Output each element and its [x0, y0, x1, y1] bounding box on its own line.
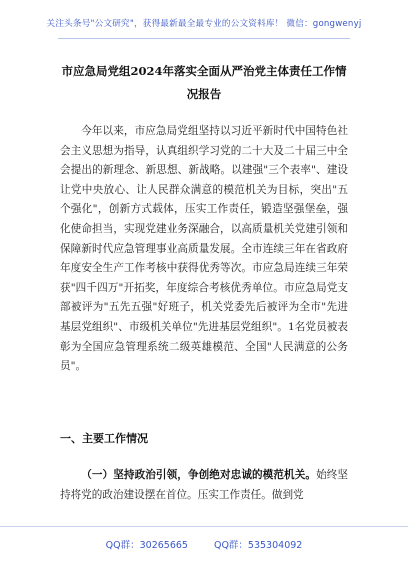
- subsection-heading: （一）坚持政治引领，争创绝对忠诚的模范机关。: [81, 469, 317, 481]
- footer-qq-group-2: QQ群：535304092: [213, 540, 303, 551]
- section-heading: 一、主要工作情况: [60, 432, 148, 445]
- section-paragraph: [60, 466, 348, 505]
- header-divider: [58, 38, 350, 39]
- header-banner: [0, 0, 408, 46]
- header-banner-text: 关注头条号"公文研究"，获得最新最全最专业的公文资料库！ 微信：gongwenyj: [46, 19, 362, 29]
- footer-qq-group-1: QQ群：30265665: [105, 540, 188, 551]
- footer-banner: [0, 526, 408, 561]
- subsection-text: 始终坚持将党的政治建设摆在首位。压实工作责任。做到党: [60, 469, 349, 501]
- intro-paragraph: 今年以来，市应急局党组坚持以习近平新时代中国特色社会主义思想为指导，认真组织学习党的二十大及二十届三中全会提出的新理念、新思想、新战略。以建强"三个表率"、建设让党中央放心、让人民群众满意的模范机关为目标，突出"五个强化"，创新方式载体，压实工作责任，锻造坚强堡垒，强化使命担当，实现党建业务深融合，以高质量机关党建引领和保障新时代应急管理事业高质量发展。全市连续三年在省政府年度安全生产工作考核中获得优秀等次。市应急局连续三年荣获"四千四万"开拓奖，年度综合考核优秀单位。市应急局党支部被评为"五先五强"好班子，机关党委先后被评为全市"先进基层党组织"、市级机关单位"先进基层党组织"。1名党员被表彰为全国应急管理系统二级英雄模范、全国"人民满意的公务员"。: [60, 125, 348, 373]
- document-title: 市应急局党组2024年落实全面从严治党主体责任工作情况报告: [61, 64, 347, 101]
